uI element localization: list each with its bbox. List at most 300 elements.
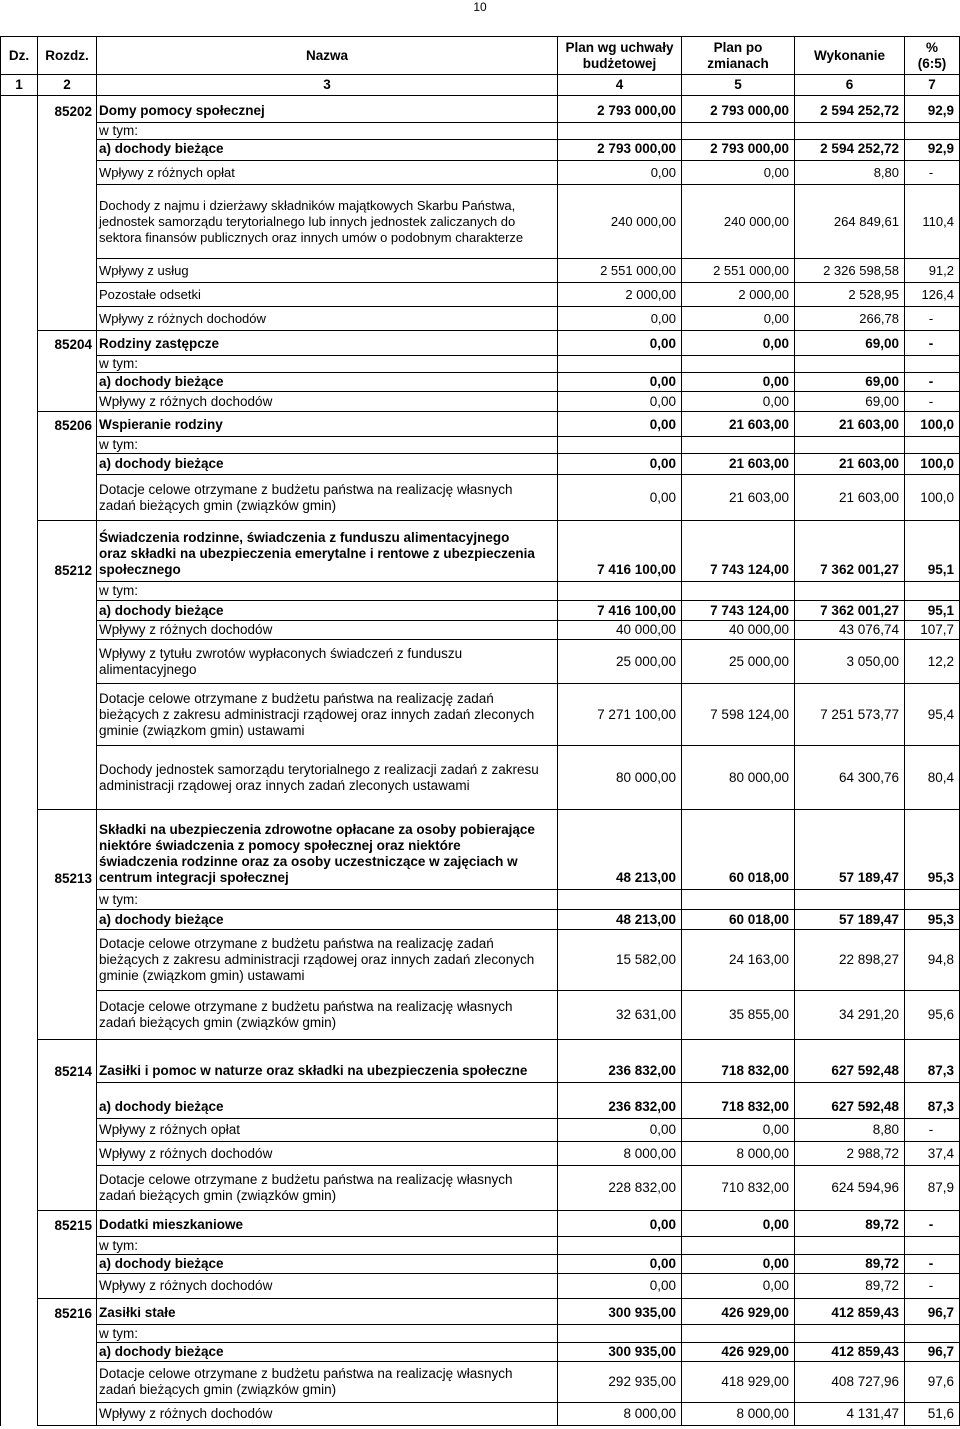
table-row [1,601,960,621]
rozdz-cell [38,1119,97,1142]
plan-cell: 32 631,00 [558,991,682,1040]
dz-cell [1,412,38,437]
rozdz-cell: 85204 [38,331,97,356]
dz-cell [1,582,38,601]
plan-cell [558,1237,682,1255]
percent-cell: 97,6 [905,1362,960,1403]
table-row [1,454,960,475]
dz-cell [1,437,38,454]
dz-cell [1,373,38,392]
name-cell: w tym: [97,123,558,140]
percent-cell: - [905,331,960,356]
dz-cell [1,185,38,259]
plan-cell: 48 213,00 [558,810,682,890]
table-row [1,123,960,140]
dz-cell [1,930,38,991]
rozdz-cell [38,1325,97,1343]
plan-cell: 300 935,00 [558,1299,682,1325]
table-row [1,910,960,930]
column-number: 1 [1,75,38,96]
rozdz-cell [38,640,97,684]
name-cell: w tym: [97,1325,558,1343]
header-execution: Wykonanie [795,37,905,75]
rozdz-cell [38,454,97,475]
plan-after-cell: 2 793 000,00 [682,140,795,161]
dz-cell [1,640,38,684]
execution-cell: 69,00 [795,373,905,392]
rozdz-cell [38,356,97,373]
plan-after-cell: 0,00 [682,307,795,331]
percent-cell [905,437,960,454]
name-cell: Wpływy z tytułu zwrotów wypłaconych świadczeń z funduszu alimentacyjnego [97,640,558,684]
plan-after-cell [682,123,795,140]
percent-cell: - [905,1211,960,1237]
name-cell: Wpływy z różnych dochodów [97,621,558,640]
table-body [1,96,960,1426]
rozdz-cell [38,140,97,161]
execution-cell: 7 362 001,27 [795,521,905,582]
plan-cell: 2 793 000,00 [558,140,682,161]
execution-cell: 8,80 [795,161,905,185]
dz-cell [1,1211,38,1237]
table-row [1,356,960,373]
plan-after-cell: 426 929,00 [682,1299,795,1325]
name-cell: a) dochody bieżące [97,1343,558,1362]
plan-cell: 236 832,00 [558,1040,682,1083]
header-rozdz: Rozdz. [38,37,97,75]
percent-cell: 100,0 [905,454,960,475]
column-number: 4 [558,75,682,96]
rozdz-cell [38,930,97,991]
rozdz-cell [38,1403,97,1426]
plan-after-cell: 0,00 [682,1211,795,1237]
plan-after-cell: 25 000,00 [682,640,795,684]
name-cell: Świadczenia rodzinne, świadczenia z funduszu alimentacyjnego oraz składki na ubezpieczenia emerytalne i rentowe z ubezpieczenia społecznego [97,521,558,582]
plan-cell: 8 000,00 [558,1142,682,1166]
execution-cell: 266,78 [795,307,905,331]
table-row [1,930,960,991]
percent-cell: - [905,1119,960,1142]
plan-cell: 25 000,00 [558,640,682,684]
execution-cell: 89,72 [795,1255,905,1274]
execution-cell: 22 898,27 [795,930,905,991]
percent-cell: 87,3 [905,1083,960,1119]
percent-cell: 95,1 [905,601,960,621]
plan-cell: 0,00 [558,392,682,412]
dz-cell [1,1119,38,1142]
name-cell: Domy pomocy społecznej [97,96,558,123]
rozdz-cell: 85213 [38,810,97,890]
plan-cell: 0,00 [558,1274,682,1299]
rozdz-cell [38,1343,97,1362]
plan-cell: 228 832,00 [558,1166,682,1211]
plan-after-cell: 35 855,00 [682,991,795,1040]
name-cell: a) dochody bieżące [97,1083,558,1119]
plan-cell: 15 582,00 [558,930,682,991]
table-row [1,1142,960,1166]
plan-cell: 80 000,00 [558,746,682,810]
execution-cell: 2 594 252,72 [795,140,905,161]
table-row [1,991,960,1040]
rozdz-cell [38,1083,97,1119]
plan-after-cell: 2 000,00 [682,283,795,307]
percent-cell: 51,6 [905,1403,960,1426]
table-row [1,1274,960,1299]
name-cell: Wpływy z różnych dochodów [97,1142,558,1166]
plan-after-cell: 60 018,00 [682,810,795,890]
header-plan: Plan wg uchwały budżetowej [558,37,682,75]
percent-cell: - [905,392,960,412]
execution-cell: 43 076,74 [795,621,905,640]
plan-cell [558,1325,682,1343]
plan-cell [558,890,682,910]
rozdz-cell [38,185,97,259]
table-row [1,746,960,810]
dz-cell [1,684,38,746]
percent-cell: 80,4 [905,746,960,810]
percent-cell: 87,9 [905,1166,960,1211]
rozdz-cell [38,373,97,392]
percent-cell [905,582,960,601]
rozdz-cell [38,392,97,412]
plan-cell: 2 551 000,00 [558,259,682,283]
name-cell: Wpływy z różnych opłat [97,1119,558,1142]
percent-cell: 95,1 [905,521,960,582]
dz-cell [1,392,38,412]
name-cell: Wpływy z różnych dochodów [97,1403,558,1426]
execution-cell: 627 592,48 [795,1083,905,1119]
dz-cell [1,356,38,373]
header-percent: % (6:5) [905,37,960,75]
table-row [1,521,960,582]
execution-cell: 69,00 [795,392,905,412]
name-cell: Dochody z najmu i dzierżawy składników majątkowych Skarbu Państwa, jednostek samorządu terytorialnego lub innych jednostek zaliczanych do sektora finansów publicznych oraz innych umów o podobnym charakterze [97,185,558,259]
table-row [1,1343,960,1362]
table-row [1,1040,960,1083]
rozdz-cell [38,1166,97,1211]
table-row [1,392,960,412]
name-cell: w tym: [97,1237,558,1255]
execution-cell [795,1325,905,1343]
rozdz-cell: 85214 [38,1040,97,1083]
dz-cell [1,1255,38,1274]
plan-cell: 40 000,00 [558,621,682,640]
dz-cell [1,1299,38,1325]
plan-after-cell: 60 018,00 [682,910,795,930]
table-row [1,1362,960,1403]
plan-after-cell: 8 000,00 [682,1403,795,1426]
plan-cell: 292 935,00 [558,1362,682,1403]
table-row [1,96,960,123]
execution-cell: 21 603,00 [795,475,905,521]
plan-cell: 240 000,00 [558,185,682,259]
name-cell: Wspieranie rodziny [97,412,558,437]
plan-after-cell [682,582,795,601]
execution-cell [795,582,905,601]
plan-cell: 7 416 100,00 [558,521,682,582]
dz-cell [1,1403,38,1426]
name-cell: a) dochody bieżące [97,1255,558,1274]
percent-cell: 126,4 [905,283,960,307]
execution-cell: 89,72 [795,1211,905,1237]
table-row [1,1255,960,1274]
execution-cell: 21 603,00 [795,412,905,437]
name-cell: Zasiłki stałe [97,1299,558,1325]
plan-cell: 0,00 [558,331,682,356]
execution-cell: 264 849,61 [795,185,905,259]
plan-cell: 8 000,00 [558,1403,682,1426]
plan-after-cell: 718 832,00 [682,1040,795,1083]
plan-after-cell [682,1237,795,1255]
plan-after-cell [682,890,795,910]
table-row [1,1119,960,1142]
dz-cell [1,283,38,307]
dz-cell [1,1040,38,1083]
table-row [1,810,960,890]
execution-cell: 4 131,47 [795,1403,905,1426]
table-row [1,259,960,283]
percent-cell: 100,0 [905,412,960,437]
execution-cell: 7 251 573,77 [795,684,905,746]
dz-cell [1,746,38,810]
table-row [1,582,960,601]
plan-after-cell: 0,00 [682,1255,795,1274]
name-cell: Dotacje celowe otrzymane z budżetu państwa na realizację własnych zadań bieżących gmin (związków gmin) [97,475,558,521]
table-row [1,161,960,185]
name-cell: Wpływy z różnych opłat [97,161,558,185]
dz-cell [1,1362,38,1403]
execution-cell: 57 189,47 [795,910,905,930]
execution-cell: 412 859,43 [795,1343,905,1362]
dz-cell [1,1166,38,1211]
header-dz: Dz. [1,37,38,75]
rozdz-cell [38,259,97,283]
name-cell: Dodatki mieszkaniowe [97,1211,558,1237]
table-row [1,283,960,307]
table-row [1,890,960,910]
rozdz-cell [38,1362,97,1403]
dz-cell [1,810,38,890]
dz-cell [1,161,38,185]
rozdz-cell [38,283,97,307]
dz-cell [1,910,38,930]
percent-cell [905,1237,960,1255]
rozdz-cell: 85212 [38,521,97,582]
plan-cell [558,123,682,140]
plan-cell [558,582,682,601]
page-number: 10 [473,0,487,14]
plan-cell: 7 416 100,00 [558,601,682,621]
plan-cell: 0,00 [558,412,682,437]
name-cell: a) dochody bieżące [97,910,558,930]
execution-cell [795,356,905,373]
plan-cell: 48 213,00 [558,910,682,930]
execution-cell [795,890,905,910]
execution-cell: 3 050,00 [795,640,905,684]
plan-after-cell: 7 743 124,00 [682,601,795,621]
plan-cell: 0,00 [558,161,682,185]
percent-cell: - [905,307,960,331]
column-number: 7 [905,75,960,96]
execution-cell: 69,00 [795,331,905,356]
plan-after-cell: 710 832,00 [682,1166,795,1211]
name-cell: Dotacje celowe otrzymane z budżetu państwa na realizację zadań bieżących z zakresu administracji rządowej oraz innych zadań zleconych gminie (związkom gmin) ustawami [97,684,558,746]
rozdz-cell [38,123,97,140]
name-cell: Składki na ubezpieczenia zdrowotne opłacane za osoby pobierające niektóre świadczenia z pomocy społecznej oraz niektóre świadczenia rodzinne oraz za osoby uczestniczące w zajęciach w centrum integracji społecznej [97,810,558,890]
name-cell: w tym: [97,356,558,373]
dz-cell [1,521,38,582]
percent-cell: 95,3 [905,810,960,890]
rozdz-cell [38,621,97,640]
table-row [1,412,960,437]
table-row [1,1083,960,1119]
name-cell: w tym: [97,582,558,601]
execution-cell [795,437,905,454]
execution-cell: 627 592,48 [795,1040,905,1083]
dz-cell [1,307,38,331]
plan-after-cell: 0,00 [682,331,795,356]
plan-cell: 0,00 [558,307,682,331]
rozdz-cell [38,475,97,521]
execution-cell: 2 326 598,58 [795,259,905,283]
name-cell: Dotacje celowe otrzymane z budżetu państwa na realizację własnych zadań bieżących gmin (związków gmin) [97,991,558,1040]
name-cell: Zasiłki i pomoc w naturze oraz składki na ubezpieczenia społeczne [97,1040,558,1083]
name-cell: Dotacje celowe otrzymane z budżetu państwa na realizację własnych zadań bieżących gmin (związków gmin) [97,1166,558,1211]
table-row [1,185,960,259]
plan-after-cell [682,356,795,373]
rozdz-cell: 85202 [38,96,97,123]
percent-cell [905,890,960,910]
plan-cell [558,356,682,373]
execution-cell: 89,72 [795,1274,905,1299]
rozdz-cell [38,437,97,454]
rozdz-cell: 85216 [38,1299,97,1325]
dz-cell [1,259,38,283]
execution-cell: 8,80 [795,1119,905,1142]
percent-cell: 87,3 [905,1040,960,1083]
execution-cell [795,1237,905,1255]
plan-after-cell: 7 743 124,00 [682,521,795,582]
table-row [1,475,960,521]
plan-cell: 0,00 [558,454,682,475]
percent-cell: 95,6 [905,991,960,1040]
dz-cell [1,1237,38,1255]
table-row [1,331,960,356]
rozdz-cell [38,991,97,1040]
name-cell: a) dochody bieżące [97,140,558,161]
plan-after-cell: 718 832,00 [682,1083,795,1119]
plan-cell: 0,00 [558,1255,682,1274]
plan-after-cell: 40 000,00 [682,621,795,640]
dz-cell [1,991,38,1040]
dz-cell [1,331,38,356]
percent-cell: - [905,1255,960,1274]
rozdz-cell: 85206 [38,412,97,437]
name-cell: a) dochody bieżące [97,373,558,392]
name-cell: w tym: [97,437,558,454]
execution-cell: 412 859,43 [795,1299,905,1325]
name-cell: w tym: [97,890,558,910]
execution-cell: 2 528,95 [795,283,905,307]
plan-after-cell [682,437,795,454]
percent-cell: 91,2 [905,259,960,283]
dz-cell [1,454,38,475]
plan-after-cell: 0,00 [682,1274,795,1299]
dz-cell [1,890,38,910]
column-number: 2 [38,75,97,96]
name-cell: a) dochody bieżące [97,454,558,475]
plan-after-cell: 0,00 [682,161,795,185]
execution-cell: 2 988,72 [795,1142,905,1166]
table-row [1,684,960,746]
plan-after-cell: 2 793 000,00 [682,96,795,123]
rozdz-cell [38,910,97,930]
name-cell: Wpływy z różnych dochodów [97,307,558,331]
plan-after-cell: 21 603,00 [682,454,795,475]
name-cell: Wpływy z różnych dochodów [97,392,558,412]
execution-cell: 2 594 252,72 [795,96,905,123]
column-number: 6 [795,75,905,96]
table-row [1,140,960,161]
plan-cell: 300 935,00 [558,1343,682,1362]
plan-cell: 2 793 000,00 [558,96,682,123]
plan-after-cell: 240 000,00 [682,185,795,259]
table-row [1,621,960,640]
header-nazwa: Nazwa [97,37,558,75]
plan-cell [558,437,682,454]
column-number: 5 [682,75,795,96]
name-cell: Dotacje celowe otrzymane z budżetu państwa na realizację zadań bieżących z zakresu administracji rządowej oraz innych zadań zleconych gminie (związkom gmin) ustawami [97,930,558,991]
execution-cell: 408 727,96 [795,1362,905,1403]
table-header-row [1,37,960,75]
table-row [1,1166,960,1211]
header-plan-after-changes: Plan po zmianach [682,37,795,75]
plan-after-cell: 80 000,00 [682,746,795,810]
plan-cell: 7 271 100,00 [558,684,682,746]
percent-cell: 12,2 [905,640,960,684]
plan-after-cell: 21 603,00 [682,475,795,521]
execution-cell [795,123,905,140]
name-cell: Pozostałe odsetki [97,283,558,307]
plan-after-cell: 0,00 [682,373,795,392]
execution-cell: 21 603,00 [795,454,905,475]
rozdz-cell [38,161,97,185]
name-cell: Rodziny zastępcze [97,331,558,356]
name-cell: Dochody jednostek samorządu terytorialnego z realizacji zadań z zakresu administracji rządowej oraz innych zadań zleconych ustawami [97,746,558,810]
execution-cell: 57 189,47 [795,810,905,890]
rozdz-cell [38,684,97,746]
percent-cell: 107,7 [905,621,960,640]
dz-cell [1,475,38,521]
table-row [1,1403,960,1426]
plan-after-cell: 0,00 [682,1119,795,1142]
plan-cell: 0,00 [558,1211,682,1237]
name-cell: a) dochody bieżące [97,601,558,621]
percent-cell: 100,0 [905,475,960,521]
percent-cell: - [905,161,960,185]
percent-cell: 37,4 [905,1142,960,1166]
plan-cell: 236 832,00 [558,1083,682,1119]
percent-cell: - [905,1274,960,1299]
column-number: 3 [97,75,558,96]
rozdz-cell: 85215 [38,1211,97,1237]
name-cell: Wpływy z usług [97,259,558,283]
table-row [1,373,960,392]
rozdz-cell [38,582,97,601]
percent-cell: 92,9 [905,96,960,123]
dz-cell [1,96,38,123]
percent-cell: 92,9 [905,140,960,161]
